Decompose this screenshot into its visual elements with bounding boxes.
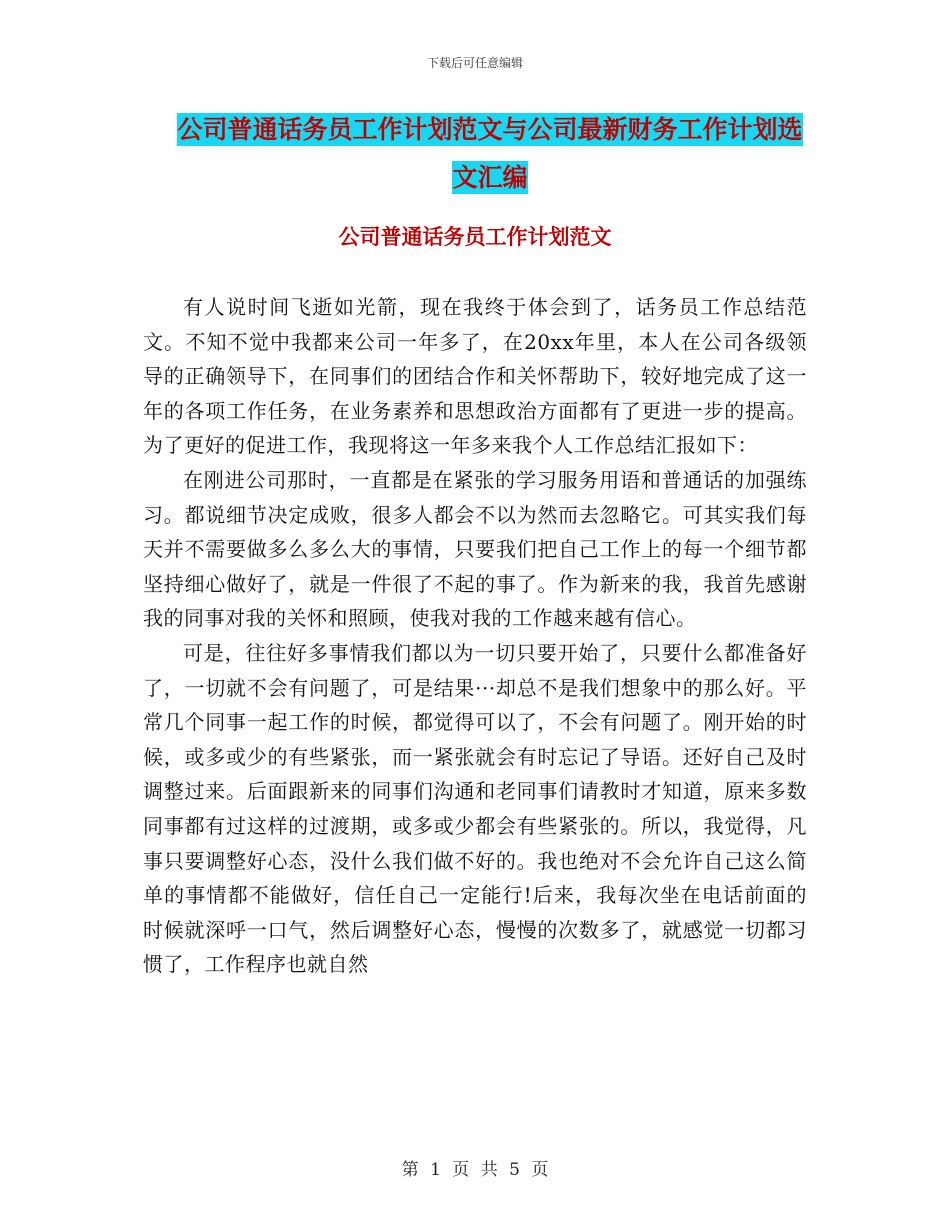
section-title: 公司普通话务员工作计划范文 [338, 225, 612, 249]
document-body [143, 290, 807, 982]
document-title [170, 106, 810, 202]
paragraph: 有人说时间飞逝如光箭，现在我终于体会到了，话务员工作总结范文。不知不觉中我都来公司一年多了，在20xx年里，本人在公司各级领导的正确领导下，在同事们的团结合作和关怀帮助下，较好地完成了这一年的各项工作任务，在业务素养和思想政治方面都有了更进一步的提高。为了更好的促进工作，我现将这一年多来我个人工作总结汇报如下： [143, 295, 807, 458]
paragraph: 在刚进公司那时，一直都是在紧张的学习服务用语和普通话的加强练习。都说细节决定成败，很多人都会不以为然而去忽略它。可其实我们每天并不需要做多么多么大的事情，只要我们把自己工作上的每一个细节都坚持细心做好了，就是一件很了不起的事了。作为新来的我，我首先感谢我的同事对我的关怀和照顾，使我对我的工作越来越有信心。 [143, 467, 807, 631]
document-title-text: 公司普通话务员工作计划范文与公司最新财务工作计划选文汇编 [177, 115, 803, 192]
page-footer: 第 1 页 共 5 页 [401, 1160, 549, 1180]
paragraph: 可是，往往好多事情我们都以为一切只要开始了，只要什么都准备好了，一切就不会有问题了，可是结果···却总不是我们想象中的那么好。平常几个同事一起工作的时候，都觉得可以了，不会有问题了。刚开始的时候，或多或少的有些紧张，而一紧张就会有时忘记了导语。还好自己及时调整过来。后面跟新来的同事们沟通和老同事们请教时才知道，原来多数同事都有过这样的过渡期，或多或少都会有些紧张的。所以，我觉得，凡事只要调整好心态，没什么我们做不好的。我也绝对不会允许自己这么简单的事情都不能做好，信任自己一定能行!后来，我每次坐在电话前面的时候就深呼一口气，然后调整好心态，慢慢的次数多了，就感觉一切都习惯了，工作程序也就自然 [143, 640, 807, 977]
header-note: 下载后可任意编辑 [426, 56, 523, 70]
